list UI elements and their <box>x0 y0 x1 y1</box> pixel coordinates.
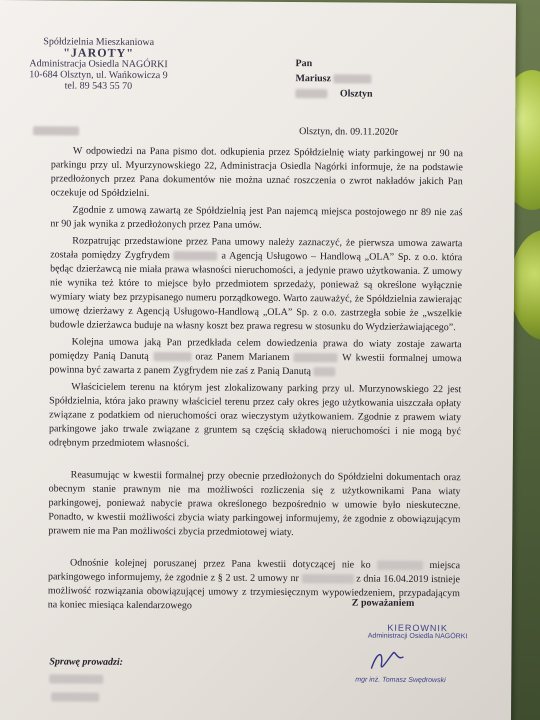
sender-header <box>23 36 173 92</box>
redacted-fragment <box>377 561 423 570</box>
redacted-handler-name <box>49 674 103 683</box>
paragraph-1: W odpowiedzi na Pana pismo dot. odkupienia przez Spółdzielnię wiaty parkingowej nr 90 na parkingu przy ul. Myurzynowskiego 22, Administracja Osiedla Nagórki informuje, że na podstawie przedłożonych przez Pana dokumentów nie można uznać roszczenia o zwrot nakładów jakich Pan oczekuje od Spółdzielni. <box>50 145 463 200</box>
recipient-city: Olsztyn <box>339 88 373 100</box>
recipient-salutation: Pan <box>295 58 313 70</box>
sender-org-short: "JAROTY" <box>63 45 135 60</box>
redacted-name <box>174 251 218 260</box>
paragraph-3: Rozpatrując przedstawione przez Pana umowy należy zaznaczyć, że pierwsza umowa zawarta została pomiędzy Zygfrydem a Agencją Usługowo – Handlową „OLA” Sp. z o.o. która będąc dzierżawcą nie miała prawa własności nieruchomości, a jedynie prawo użytkowania. Z umowy nie wynika też które to miejsce było przedmiotem sprzedaży, ponieważ są określone wyłącznie wymiary wiaty bez przypisanego numeru porządkowego. Warto zauważyć, że Spółdzielnia zawierając umowę dzierżawy z Agencją Usługowo-Handlową „OLA” Sp. z o.o. zastrzegła sobie że „wszelkie budowle dzierżawca buduje na własny koszt bez prawa regresu w stosunku do Wydzierżawiającego”. <box>49 235 463 334</box>
redacted-name <box>294 353 338 362</box>
redacted-handler-contact <box>51 692 99 701</box>
sender-org-name: Spółdzielnia Mieszkaniowa <box>43 36 155 49</box>
redacted-contract-number <box>302 574 354 583</box>
sender-department: Administracja Osiedla NAGÓRKI <box>29 58 168 71</box>
redacted-surname <box>333 75 371 84</box>
recipient-first-name: Mariusz <box>295 73 332 85</box>
letter-body <box>48 144 463 618</box>
stamp-subtitle: Administracji Osiedla NAGÓRKI <box>367 632 468 641</box>
letter-date: Olsztyn, dn. 09.11.2020r <box>299 126 399 138</box>
paragraph-2: Zgodnie z umową zawartą ze Spółdzielnią jest Pan najemcą miejsca postojowego nr 89 nie zaś nr 90 jak wynika z przedłożonych przez Pana umów. <box>50 204 463 231</box>
paragraph-6: Reasumując w kwestii formalnej przy obecnie przedłożonych do Spółdzielni dokumentach oraz obecnym stanie prawnym nie ma możliwości rozliczenia się z użytkownikami Pana wiaty parkingowej, ponieważ nabycie prawa określonego bezpośrednio w umowie było nieskuteczne. Ponadto, w kwestii możliwości zbycia wiaty parkingowej informujemy, że zgodnie z obowiązującym prawem nie ma Pan możliwości zbycia przedmiotowej wiaty. <box>48 469 461 539</box>
signer-name: mgr inż. Tomasz Swędrowski <box>355 676 446 685</box>
sender-phone: tel. 89 543 55 70 <box>64 80 133 92</box>
green-fruit-lower <box>510 230 540 340</box>
recipient-block <box>295 56 373 102</box>
paragraph-5: Właścicielem terenu na którym jest zlokalizowany parking przy ul. Murzynowskiego 22 jest Spółdzielnia, która jako prawny właściciel terenu przez cały okres jego użytkowania uiszczała opłaty związane z podatkiem od nieruchomości oraz wieczystym użytkowaniem. Zgodnie z prawem wiaty parkingowe jako trwale związane z gruntem są częścią składową nieruchomości i nie mogą być odrębnym przedmiotem własności. <box>48 381 462 450</box>
sender-address: 10-684 Olsztyn, ul. Wańkowicza 9 <box>29 69 168 82</box>
redacted-name <box>153 352 191 361</box>
handwritten-signature <box>367 647 407 677</box>
closing-phrase: Z poważaniem <box>351 597 415 609</box>
paragraph-4: Kolejna umowa jaką Pan przedkłada celem dowiedzenia prawa do wiaty zostaje zawarta pomiędzy Panią Danutą oraz Panem Marianem W kwestii formalnej umowa powinna być zawarta z panem Zygfrydem nie zaś z Panią Danutą <box>49 336 462 378</box>
paragraph-7: Odnośnie kolejnej poruszanej przez Pana kwestii dotyczącej nie ko miejsca parkingowego informujemy, że zgodnie z § 2 ust. 2 umowy nr z dnia 16.04.2019 istnieje możliwość rozwiązania obowiązującej umowy z trzymiesięcznym wypowiedzeniem, przypadającym na koniec miesiąca kalendarzowego <box>47 557 461 612</box>
redacted-reference <box>33 126 79 135</box>
stamp-title: KIEROWNIK <box>387 622 448 634</box>
handled-by-label: Sprawę prowadzi: <box>49 656 124 668</box>
redacted-street <box>295 89 327 98</box>
manager-stamp <box>358 623 478 641</box>
redacted-name <box>313 367 335 376</box>
